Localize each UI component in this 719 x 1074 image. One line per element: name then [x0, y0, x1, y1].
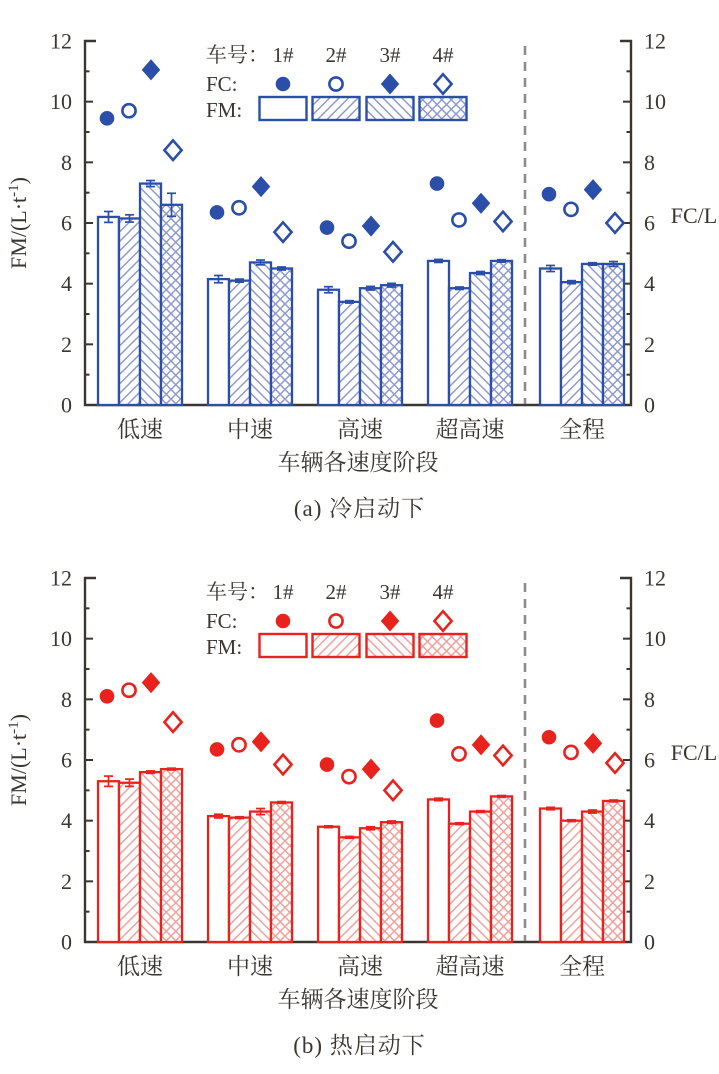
fc-marker-circle-open	[342, 770, 355, 783]
legend-vehicle-name: 2#	[325, 43, 347, 67]
fc-marker-circle-filled	[210, 205, 225, 220]
x-tick-label: 中速	[227, 417, 273, 442]
y-tick-label-left: 4	[61, 808, 72, 834]
fm-bar	[271, 269, 292, 406]
y-tick-label-left: 2	[61, 868, 72, 894]
fc-marker-diamond-filled	[252, 732, 269, 752]
fm-bar	[98, 217, 119, 405]
fm-bar	[491, 796, 512, 942]
fm-bar	[119, 218, 140, 405]
legend-vehicle-name: 1#	[272, 580, 294, 604]
fm-bar	[582, 812, 603, 942]
fc-marker-circle-filled	[210, 742, 225, 757]
fc-marker-diamond-filled	[381, 74, 398, 94]
x-tick-label: 超高速	[435, 417, 505, 442]
fc-marker-circle-filled	[100, 689, 115, 704]
legend	[206, 43, 467, 122]
fc-marker-diamond-open	[164, 712, 181, 732]
fc-marker-circle-open	[232, 201, 245, 214]
fm-bar	[582, 264, 603, 405]
y-tick-label-right: 12	[644, 565, 666, 591]
fc-marker-diamond-open	[274, 755, 291, 775]
fc-marker-circle-open	[329, 77, 342, 90]
fm-bar	[540, 269, 561, 406]
legend	[206, 580, 467, 659]
x-tick-label: 高速	[337, 417, 383, 442]
x-tick-label: 全程	[559, 954, 605, 979]
legend-fc-label: FC:	[206, 609, 238, 633]
legend-fm-label: FM:	[206, 98, 243, 122]
fc-marker-circle-filled	[320, 220, 335, 235]
fm-bar	[470, 273, 491, 405]
fm-bar	[603, 264, 624, 405]
fm-bar	[98, 781, 119, 942]
fc-marker-diamond-open	[384, 781, 401, 801]
fm-bars	[98, 768, 624, 942]
fm-bar	[470, 812, 491, 942]
fm-bar	[140, 184, 161, 405]
fc-marker-circle-open	[122, 684, 135, 697]
legend-fm-label: FM:	[206, 635, 243, 659]
y-tick-label-right: 8	[644, 149, 655, 175]
fm-bar	[208, 816, 229, 942]
fm-bar	[540, 809, 561, 942]
legend-vehicle-name: 4#	[432, 43, 454, 67]
y-tick-label-right: 6	[644, 747, 655, 773]
legend-fm-swatch	[420, 634, 467, 657]
fm-bar	[250, 812, 271, 942]
fc-marker-diamond-filled	[472, 735, 489, 755]
fc-marker-diamond-open	[494, 212, 511, 232]
fm-bar	[491, 261, 512, 405]
legend-fm-swatch	[313, 634, 360, 657]
y-tick-label-left: 6	[61, 747, 72, 773]
y-tick-label-right: 4	[644, 808, 655, 834]
y-tick-label-left: 12	[50, 565, 72, 591]
fm-bar	[360, 828, 381, 942]
fc-marker-circle-filled	[542, 730, 557, 745]
fm-bar	[161, 769, 182, 942]
y-tick-label-left: 8	[61, 686, 72, 712]
y-tick-label-left: 10	[50, 626, 72, 652]
fm-bar	[271, 802, 292, 942]
y-tick-label-left: 10	[50, 89, 72, 115]
panel-b-caption: (b) 热启动下	[293, 1033, 426, 1058]
fm-bar	[381, 285, 402, 405]
fm-bar	[339, 837, 360, 942]
panel-b-chart-canvas	[0, 537, 719, 1017]
legend-fm-swatch	[367, 97, 414, 120]
fm-bar	[229, 818, 250, 942]
fc-marker-diamond-open	[494, 746, 511, 766]
fm-bar	[318, 290, 339, 405]
fc-marker-circle-filled	[100, 111, 115, 126]
fc-marker-diamond-open	[606, 753, 623, 773]
y-tick-label-right: 8	[644, 686, 655, 712]
fc-marker-circle-filled	[542, 187, 557, 202]
y-tick-label-right: 6	[644, 210, 655, 236]
fc-marker-diamond-filled	[381, 611, 398, 631]
y-tick-label-left: 2	[61, 331, 72, 357]
y-tick-label-right: 0	[644, 929, 655, 955]
fm-bar	[360, 288, 381, 405]
fm-bar	[161, 205, 182, 405]
legend-vehicle-name: 1#	[272, 43, 294, 67]
legend-fm-swatch	[260, 97, 307, 120]
fc-marker-diamond-filled	[584, 180, 601, 200]
fm-bar	[339, 302, 360, 405]
fm-bar	[250, 262, 271, 405]
fc-marker-diamond-filled	[584, 734, 601, 754]
y-tick-label-left: 12	[50, 28, 72, 54]
fc-marker-circle-open	[452, 213, 465, 226]
fm-bar	[428, 261, 449, 405]
fc-marker-circle-open	[564, 746, 577, 759]
legend-vehicle-label: 车号：	[206, 43, 269, 67]
fc-marker-diamond-filled	[472, 193, 489, 213]
fc-marker-circle-filled	[430, 713, 445, 728]
x-tick-label: 中速	[227, 954, 273, 979]
y-tick-label-right: 2	[644, 868, 655, 894]
y-tick-label-right: 2	[644, 331, 655, 357]
x-axis-title: 车辆各速度阶段	[277, 450, 439, 475]
fc-marker-diamond-open	[434, 611, 451, 631]
legend-fm-swatch	[420, 97, 467, 120]
panel-a-chart-canvas	[0, 0, 719, 480]
fc-marker-circle-open	[122, 104, 135, 117]
fc-marker-diamond-filled	[252, 177, 269, 197]
fm-bar	[449, 824, 470, 942]
fc-marker-circle-open	[232, 738, 245, 751]
fm-bar	[603, 801, 624, 942]
fm-bar	[561, 821, 582, 942]
fc-marker-diamond-filled	[142, 60, 159, 80]
y-tick-label-right: 10	[644, 626, 666, 652]
x-tick-label: 低速	[117, 417, 163, 442]
fc-marker-circle-filled	[276, 614, 291, 629]
x-axis-title: 车辆各速度阶段	[277, 987, 439, 1012]
fc-marker-diamond-open	[606, 213, 623, 233]
fm-bar	[318, 827, 339, 942]
legend-vehicle-name: 3#	[379, 43, 401, 67]
fc-marker-circle-filled	[430, 176, 445, 191]
legend-vehicle-name: 4#	[432, 580, 454, 604]
fm-bar	[140, 772, 161, 942]
x-tick-label: 超高速	[435, 954, 505, 979]
legend-vehicle-name: 3#	[379, 580, 401, 604]
right-axis-title: FC/L	[670, 203, 718, 228]
left-axis-title: $FM/(L\cdot t^{-1})$	[6, 177, 31, 269]
legend-fm-swatch	[313, 97, 360, 120]
fm-bar	[428, 799, 449, 942]
x-tick-label: 低速	[117, 954, 163, 979]
fc-marker-diamond-open	[434, 74, 451, 94]
fc-marker-diamond-open	[164, 140, 181, 160]
legend-fm-swatch	[260, 634, 307, 657]
y-tick-label-left: 4	[61, 271, 72, 297]
x-tick-label: 高速	[337, 954, 383, 979]
panel-a-caption: (a) 冷启动下	[293, 496, 426, 521]
fc-marker-circle-open	[329, 614, 342, 627]
y-tick-label-right: 12	[644, 28, 666, 54]
fc-marker-diamond-open	[274, 222, 291, 242]
fm-bar	[119, 783, 140, 942]
fm-bar	[229, 281, 250, 405]
fm-bar	[449, 288, 470, 405]
left-axis-title: $FM/(L\cdot t^{-1})$	[6, 714, 31, 806]
fc-marker-circle-open	[564, 203, 577, 216]
fm-bar	[561, 282, 582, 405]
x-tick-label: 全程	[559, 417, 605, 442]
y-tick-label-right: 10	[644, 89, 666, 115]
y-tick-label-right: 0	[644, 392, 655, 418]
fc-marker-diamond-filled	[362, 216, 379, 236]
y-tick-label-left: 6	[61, 210, 72, 236]
y-tick-label-left: 0	[61, 929, 72, 955]
fc-marker-circle-filled	[276, 77, 291, 92]
fc-marker-circle-open	[452, 747, 465, 760]
fc-marker-diamond-filled	[362, 759, 379, 779]
fm-bars	[98, 181, 624, 405]
fm-bar	[208, 279, 229, 405]
fc-marker-circle-filled	[320, 757, 335, 772]
fc-marker-diamond-open	[384, 242, 401, 262]
fm-bar	[381, 822, 402, 942]
y-tick-label-left: 8	[61, 149, 72, 175]
y-tick-label-right: 4	[644, 271, 655, 297]
legend-fc-label: FC:	[206, 72, 238, 96]
legend-vehicle-label: 车号：	[206, 580, 269, 604]
right-axis-title: FC/L	[670, 740, 718, 765]
legend-vehicle-name: 2#	[325, 580, 347, 604]
legend-fm-swatch	[367, 634, 414, 657]
fc-marker-circle-open	[342, 235, 355, 248]
fc-marker-diamond-filled	[142, 673, 159, 693]
panel-b	[0, 537, 719, 1074]
y-tick-label-left: 0	[61, 392, 72, 418]
